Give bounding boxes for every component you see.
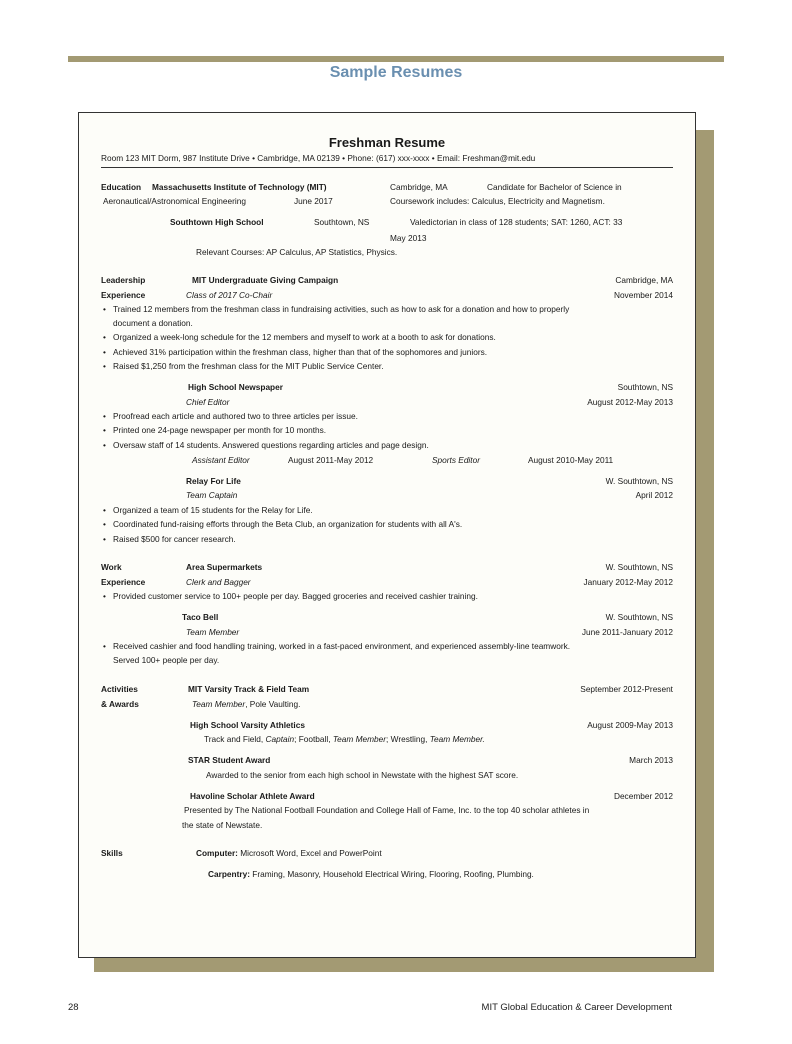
school-mit-coursework: Coursework includes: Calculus, Electricity and Magnetism. bbox=[390, 196, 605, 206]
org-newspaper-date-3: August 2010-May 2011 bbox=[528, 455, 614, 465]
org-relay: Relay For Life bbox=[186, 476, 241, 486]
activity-track-role-rest: , Pole Vaulting. bbox=[245, 699, 301, 709]
bullet: • bbox=[103, 440, 106, 450]
org-newspaper-role-3: Sports Editor bbox=[432, 455, 480, 465]
header-divider bbox=[101, 167, 673, 168]
skill-computer-label: Computer: bbox=[196, 848, 238, 858]
school-mit: Massachusetts Institute of Technology (MIT) bbox=[152, 182, 327, 192]
work-heading: Work bbox=[101, 562, 122, 572]
skill-computer bbox=[196, 848, 382, 859]
org-relay-location: W. Southtown, NS bbox=[605, 476, 673, 486]
org-newspaper-role-2: Assistant Editor bbox=[192, 455, 250, 465]
bullet: • bbox=[103, 591, 106, 601]
school-hs-location: Southtown, NS bbox=[314, 217, 370, 227]
desc-part: Track and Field, bbox=[204, 734, 266, 744]
school-mit-location: Cambridge, MA bbox=[390, 182, 448, 192]
activity-track-date: September 2012-Present bbox=[580, 684, 673, 694]
activity-track-role bbox=[192, 699, 300, 710]
bullet: • bbox=[103, 534, 106, 544]
org-newspaper-location: Southtown, NS bbox=[617, 382, 673, 392]
top-rule bbox=[68, 56, 724, 62]
job-supermarket-role: Clerk and Bagger bbox=[186, 577, 251, 587]
job-supermarket-date: January 2012-May 2012 bbox=[583, 577, 673, 587]
bullet-text: Achieved 31% participation within the freshman class, higher than that of the sophomores and juniors. bbox=[113, 347, 488, 357]
bullet-text: Raised $500 for cancer research. bbox=[113, 534, 236, 544]
work-heading-2: Experience bbox=[101, 577, 146, 587]
desc-part: ; Wrestling, bbox=[386, 734, 430, 744]
bullet-text-cont: Served 100+ people per day. bbox=[113, 655, 220, 665]
bullet: • bbox=[103, 425, 106, 435]
bullet: • bbox=[103, 304, 106, 314]
page-title: Sample Resumes bbox=[329, 64, 463, 81]
footer-text: MIT Global Education & Career Development bbox=[481, 1002, 672, 1013]
desc-part: ; Football, bbox=[294, 734, 333, 744]
activities-heading: Activities bbox=[101, 684, 138, 694]
contact-line: Room 123 MIT Dorm, 987 Institute Drive • Cambridge, MA 02139 • Phone: (617) xxx-xxxx • Email: Freshman@mit.edu bbox=[101, 153, 536, 163]
school-mit-date: June 2017 bbox=[294, 196, 333, 206]
page-number: 28 bbox=[68, 1002, 79, 1013]
school-hs-date: May 2013 bbox=[390, 233, 427, 243]
bullet-text: Provided customer service to 100+ people per day. Bagged groceries and received cashier training. bbox=[113, 591, 478, 601]
bullet: • bbox=[103, 361, 106, 371]
desc-part: Captain bbox=[265, 734, 295, 744]
bullet: • bbox=[103, 411, 106, 421]
activity-havoline-award: Havoline Scholar Athlete Award bbox=[190, 791, 315, 801]
bullet-text: Coordinated fund-raising efforts through the Beta Club, an organization for students with all A's. bbox=[113, 519, 463, 529]
activity-hs-athletics: High School Varsity Athletics bbox=[190, 720, 305, 730]
skill-carpentry bbox=[208, 869, 534, 880]
job-tacobell: Taco Bell bbox=[182, 612, 219, 622]
activity-hs-athletics-desc bbox=[204, 734, 485, 745]
org-newspaper: High School Newspaper bbox=[188, 382, 283, 392]
desc-part: Team Member bbox=[332, 734, 387, 744]
org-giving-date: November 2014 bbox=[613, 290, 673, 300]
activity-star-award-desc: Awarded to the senior from each high school in Newstate with the highest SAT score. bbox=[206, 770, 519, 780]
org-relay-role: Team Captain bbox=[186, 490, 238, 500]
activity-star-award: STAR Student Award bbox=[188, 755, 271, 765]
bullet-text: Printed one 24-page newspaper per month for 10 months. bbox=[113, 425, 327, 435]
school-mit-degree: Candidate for Bachelor of Science in bbox=[487, 182, 622, 192]
skill-carpentry-label: Carpentry: bbox=[208, 869, 250, 879]
activity-track: MIT Varsity Track & Field Team bbox=[188, 684, 310, 694]
bullet-text: Oversaw staff of 14 students. Answered questions regarding articles and page design. bbox=[113, 440, 429, 450]
activity-track-role-title: Team Member bbox=[192, 699, 246, 709]
job-supermarket: Area Supermarkets bbox=[186, 562, 263, 572]
education-heading: Education bbox=[101, 182, 142, 192]
activity-star-award-date: March 2013 bbox=[629, 755, 673, 765]
skill-carpentry-value: Framing, Masonry, Household Electrical Wiring, Flooring, Roofing, Plumbing. bbox=[249, 869, 534, 879]
org-newspaper-date: August 2012-May 2013 bbox=[587, 397, 673, 407]
job-tacobell-date: June 2011-January 2012 bbox=[581, 627, 673, 637]
job-tacobell-location: W. Southtown, NS bbox=[605, 612, 673, 622]
org-newspaper-date-2: August 2011-May 2012 bbox=[288, 455, 374, 465]
leadership-heading-2: Experience bbox=[101, 290, 146, 300]
bullet-text: Received cashier and food handling training, worked in a fast-paced environment, and experienced assembly-line teamwork. bbox=[113, 641, 571, 651]
skill-computer-value: Microsoft Word, Excel and PowerPoint bbox=[237, 848, 382, 858]
activity-havoline-award-date: December 2012 bbox=[613, 791, 673, 801]
bullet: • bbox=[103, 519, 106, 529]
org-giving-role: Class of 2017 Co-Chair bbox=[186, 290, 273, 300]
skills-heading: Skills bbox=[101, 848, 123, 858]
job-supermarket-location: W. Southtown, NS bbox=[605, 562, 673, 572]
school-mit-major: Aeronautical/Astronomical Engineering bbox=[103, 196, 246, 206]
activities-heading-2: & Awards bbox=[101, 699, 139, 709]
bullet-text: Proofread each article and authored two to three articles per issue. bbox=[113, 411, 358, 421]
resume-card bbox=[78, 112, 696, 958]
bullet-text: Organized a week-long schedule for the 12 members and myself to work at a booth to ask for donations. bbox=[113, 332, 496, 342]
bullet-text-cont: document a donation. bbox=[113, 318, 193, 328]
activity-havoline-desc: Presented by The National Football Foundation and College Hall of Fame, Inc. to the top 40 scholar athletes in bbox=[184, 805, 590, 815]
org-relay-date: April 2012 bbox=[635, 490, 673, 500]
leadership-heading: Leadership bbox=[101, 275, 146, 285]
bullet-text: Trained 12 members from the freshman class in fundraising activities, such as how to ask for a donation and how to properly bbox=[113, 304, 570, 314]
school-hs-honor: Valedictorian in class of 128 students; SAT: 1260, ACT: 33 bbox=[410, 217, 623, 227]
activity-hs-athletics-date: August 2009-May 2013 bbox=[587, 720, 673, 730]
school-hs-courses: Relevant Courses: AP Calculus, AP Statistics, Physics. bbox=[196, 247, 398, 257]
desc-part: Team Member. bbox=[429, 734, 485, 744]
activity-havoline-desc-cont: the state of Newstate. bbox=[182, 820, 263, 830]
bullet: • bbox=[103, 641, 106, 651]
job-tacobell-role: Team Member bbox=[186, 627, 240, 637]
bullet: • bbox=[103, 347, 106, 357]
bullet: • bbox=[103, 505, 106, 515]
resume-title: Freshman Resume bbox=[328, 135, 446, 150]
org-giving-campaign: MIT Undergraduate Giving Campaign bbox=[192, 275, 339, 285]
bullet-text: Raised $1,250 from the freshman class for the MIT Public Service Center. bbox=[113, 361, 384, 371]
school-hs: Southtown High School bbox=[170, 217, 264, 227]
bullet: • bbox=[103, 332, 106, 342]
org-newspaper-role: Chief Editor bbox=[186, 397, 230, 407]
bullet-text: Organized a team of 15 students for the Relay for Life. bbox=[113, 505, 313, 515]
org-giving-location: Cambridge, MA bbox=[615, 275, 673, 285]
